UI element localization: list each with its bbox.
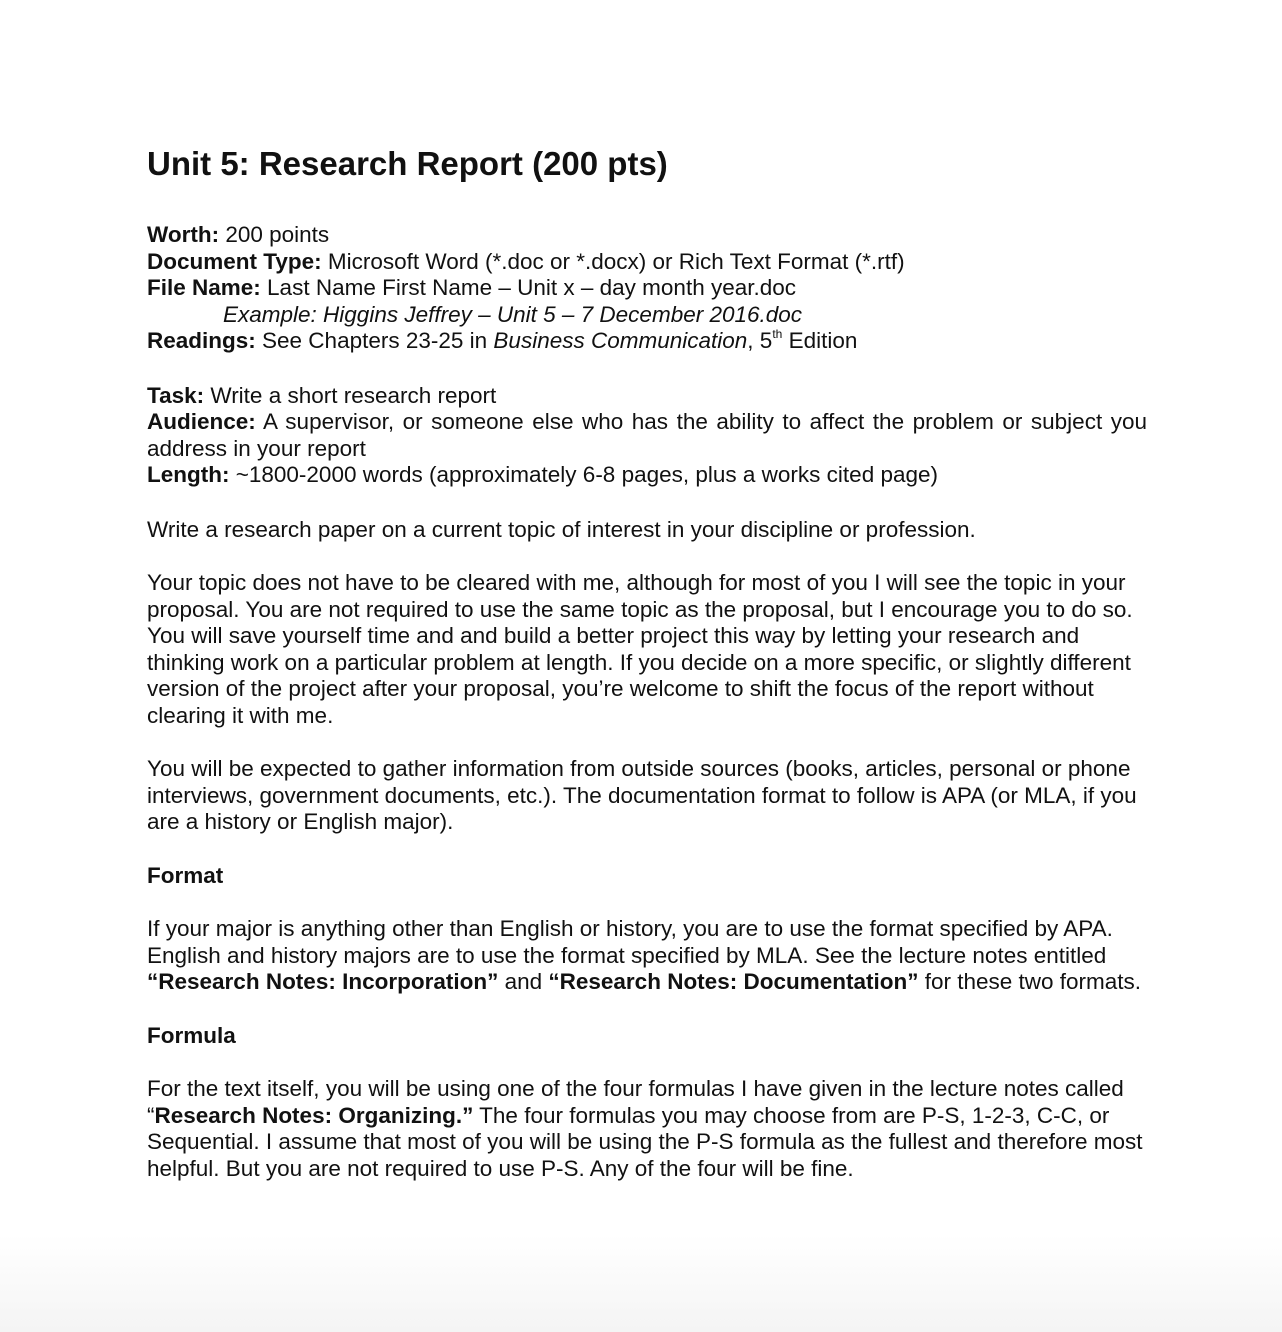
document-type-label: Document Type: xyxy=(147,248,322,274)
readings-text: See Chapters 23-25 in xyxy=(255,328,494,353)
audience-value: A supervisor, or someone else who has the ability to affect the problem or subject you address in your report xyxy=(147,409,1147,461)
file-name-value: Last Name First Name – Unit x – day month year.doc xyxy=(260,275,797,300)
length-line xyxy=(147,462,1147,489)
task-label: Task: xyxy=(147,382,205,408)
readings-edition-label: Edition xyxy=(782,328,858,353)
readings-label: Readings: xyxy=(147,328,256,353)
formula-organizing-reference: Research Notes: Organizing.” xyxy=(154,1102,474,1128)
format-incorporation-reference: “Research Notes: Incorporation” xyxy=(147,969,499,994)
length-label: Length: xyxy=(147,462,230,487)
file-name-example: Example: Higgins Jeffrey – Unit 5 – 7 December 2016.doc xyxy=(223,301,803,327)
task-details xyxy=(147,383,1147,489)
readings-edition-number: , 5 xyxy=(747,328,773,353)
formula-heading: Formula xyxy=(147,1022,236,1048)
length-value: ~1800-2000 words (approximately 6-8 pages, plus a works cited page) xyxy=(229,462,939,487)
file-name-label: File Name: xyxy=(147,275,261,300)
task-value: Write a short research report xyxy=(204,382,497,408)
format-text-2: and xyxy=(498,969,549,994)
format-heading: Format xyxy=(147,862,224,888)
formula-text-2: The four formulas you may choose from are P-S, 1-2-3, C-C, or Sequential. I assume that most of you will be using the P-S formula as the fullest and therefore most helpful. But you are not required to use P-S. Any of the four will be fine. xyxy=(147,1102,1143,1181)
format-documentation-reference: “Research Notes: Documentation” xyxy=(548,969,919,994)
document-type-line xyxy=(147,249,1147,276)
readings-line xyxy=(147,328,1147,355)
format-text-1: If your major is anything other than English or history, you are to use the format specified by APA. English and history majors are to use the format specified by MLA. See the lecture notes entitled xyxy=(147,916,1113,968)
assignment-details xyxy=(147,222,1147,355)
worth-value: 200 points xyxy=(219,222,330,247)
readings-edition-suffix: th xyxy=(772,327,783,341)
format-paragraph xyxy=(147,916,1147,996)
file-name-line xyxy=(147,275,1147,302)
task-line xyxy=(147,383,1147,410)
readings-book-title: Business Communication xyxy=(493,328,748,353)
worth-label: Worth: xyxy=(147,222,220,247)
document-content xyxy=(147,143,1147,1209)
worth-line xyxy=(147,222,1147,249)
formula-paragraph xyxy=(147,1076,1147,1182)
topic-paragraph: Your topic does not have to be cleared with me, although for most of you I will see the topic in your proposal. You are not required to use the same topic as the proposal, but I encourage you to do so. You will save yourself time and and build a better project this way by letting your research and thinking work on a particular problem at length. If you decide on a more specific, or slightly different version of the project after your proposal, you’re welcome to shift the focus of the report without clearing it with me. xyxy=(147,570,1133,728)
intro-paragraph: Write a research paper on a current topic of interest in your discipline or profession. xyxy=(147,516,976,542)
formula-text-1: For the text itself, you will be using one of the four formulas I have given in the lecture notes called “ xyxy=(147,1076,1124,1128)
format-text-3: for these two formats. xyxy=(918,969,1142,994)
audience-line xyxy=(147,409,1147,462)
audience-label: Audience: xyxy=(147,409,256,434)
page-title: Unit 5: Research Report (200 pts) xyxy=(147,145,668,182)
document-type-value: Microsoft Word (*.doc or *.docx) or Rich Text Format (*.rtf) xyxy=(321,248,905,274)
sources-paragraph: You will be expected to gather information from outside sources (books, articles, personal or phone interviews, government documents, etc.). The documentation format to follow is APA (or MLA, if you are a history or English major). xyxy=(147,756,1137,834)
